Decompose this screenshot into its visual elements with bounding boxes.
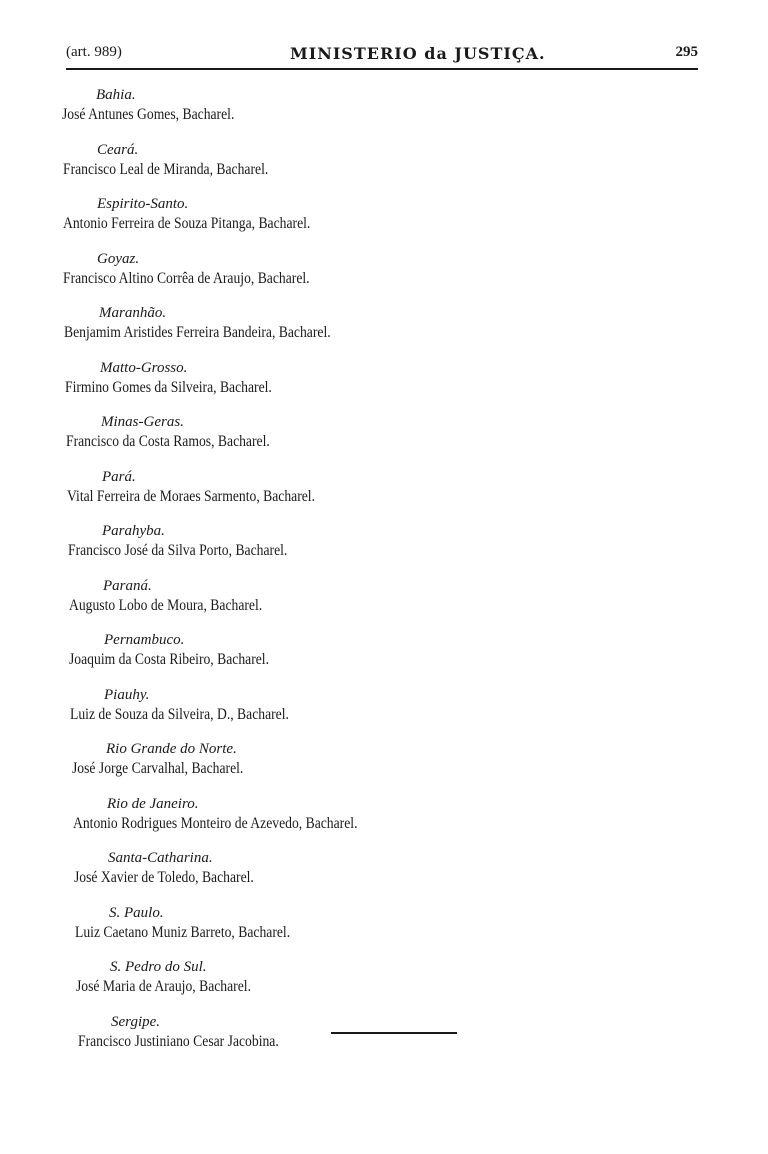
province-name: Matto-Grosso. xyxy=(100,359,188,376)
list-item xyxy=(0,249,768,304)
list-item xyxy=(0,848,768,903)
list-item xyxy=(0,412,768,467)
province-name: Ceará. xyxy=(97,141,139,158)
list-item xyxy=(0,303,768,358)
end-rule xyxy=(331,1032,457,1034)
province-name: Bahia. xyxy=(96,87,136,103)
province-name: Rio de Janeiro. xyxy=(107,795,199,812)
official-name: Vital Ferreira de Moraes Sarmento, Bacharel. xyxy=(67,487,316,505)
province-name: S. Pedro do Sul. xyxy=(110,959,207,975)
official-name: José Xavier de Toledo, Bacharel. xyxy=(74,869,254,886)
province-name: Pará. xyxy=(102,468,136,485)
list-item xyxy=(0,85,768,140)
official-name: Francisco Leal de Miranda, Bacharel. xyxy=(63,160,269,178)
official-name: José Maria de Araujo, Bacharel. xyxy=(76,978,251,995)
official-name: Luiz de Souza da Silveira, D., Bacharel. xyxy=(70,705,289,723)
list-item xyxy=(0,576,768,631)
official-name: Francisco da Costa Ramos, Bacharel. xyxy=(66,433,270,450)
province-name: Rio Grande do Norte. xyxy=(106,741,237,757)
list-item xyxy=(0,794,768,849)
official-name: Luiz Caetano Muniz Barreto, Bacharel. xyxy=(75,923,291,941)
list-item xyxy=(0,1012,768,1067)
list-item xyxy=(0,630,768,685)
official-name: José Jorge Carvalhal, Bacharel. xyxy=(72,760,244,777)
page-header xyxy=(66,44,698,70)
list-item xyxy=(0,685,768,740)
official-name: Antonio Rodrigues Monteiro de Azevedo, Bacharel. xyxy=(73,814,358,832)
list-item xyxy=(0,957,768,1012)
article-reference: (art. 989) xyxy=(66,44,122,60)
official-name: Francisco Altino Corrêa de Araujo, Bacharel. xyxy=(63,269,310,287)
official-name: Benjamim Aristides Ferreira Bandeira, Bacharel. xyxy=(64,324,331,341)
province-name: Goyaz. xyxy=(97,250,140,267)
official-name: Francisco Justiniano Cesar Jacobina. xyxy=(78,1032,279,1050)
list-item xyxy=(0,140,768,195)
official-name: Augusto Lobo de Moura, Bacharel. xyxy=(69,596,263,614)
province-name: Espirito-Santo. xyxy=(97,196,189,212)
official-name: Antonio Ferreira de Souza Pitanga, Bacharel. xyxy=(63,215,311,232)
province-name: S. Paulo. xyxy=(109,904,164,921)
official-name: Firmino Gomes da Silveira, Bacharel. xyxy=(65,378,272,396)
page-number: 295 xyxy=(675,44,698,60)
province-name: Maranhão. xyxy=(99,305,167,321)
officials-list xyxy=(0,85,768,1066)
province-name: Pernambuco. xyxy=(104,632,185,648)
official-name: José Antunes Gomes, Bacharel. xyxy=(62,106,235,123)
province-name: Paraná. xyxy=(103,577,152,594)
list-item xyxy=(0,467,768,522)
page-title: MINISTERIO da JUSTIÇA. xyxy=(290,44,546,63)
list-item xyxy=(0,358,768,413)
list-item xyxy=(0,903,768,958)
official-name: Joaquim da Costa Ribeiro, Bacharel. xyxy=(69,651,270,668)
province-name: Sergipe. xyxy=(111,1013,161,1030)
province-name: Parahyba. xyxy=(102,523,165,539)
province-name: Minas-Geras. xyxy=(101,414,184,430)
official-name: Francisco José da Silva Porto, Bacharel. xyxy=(68,542,288,559)
province-name: Santa-Catharina. xyxy=(108,850,213,866)
province-name: Piauhy. xyxy=(104,686,150,703)
list-item xyxy=(0,739,768,794)
list-item xyxy=(0,521,768,576)
list-item xyxy=(0,194,768,249)
